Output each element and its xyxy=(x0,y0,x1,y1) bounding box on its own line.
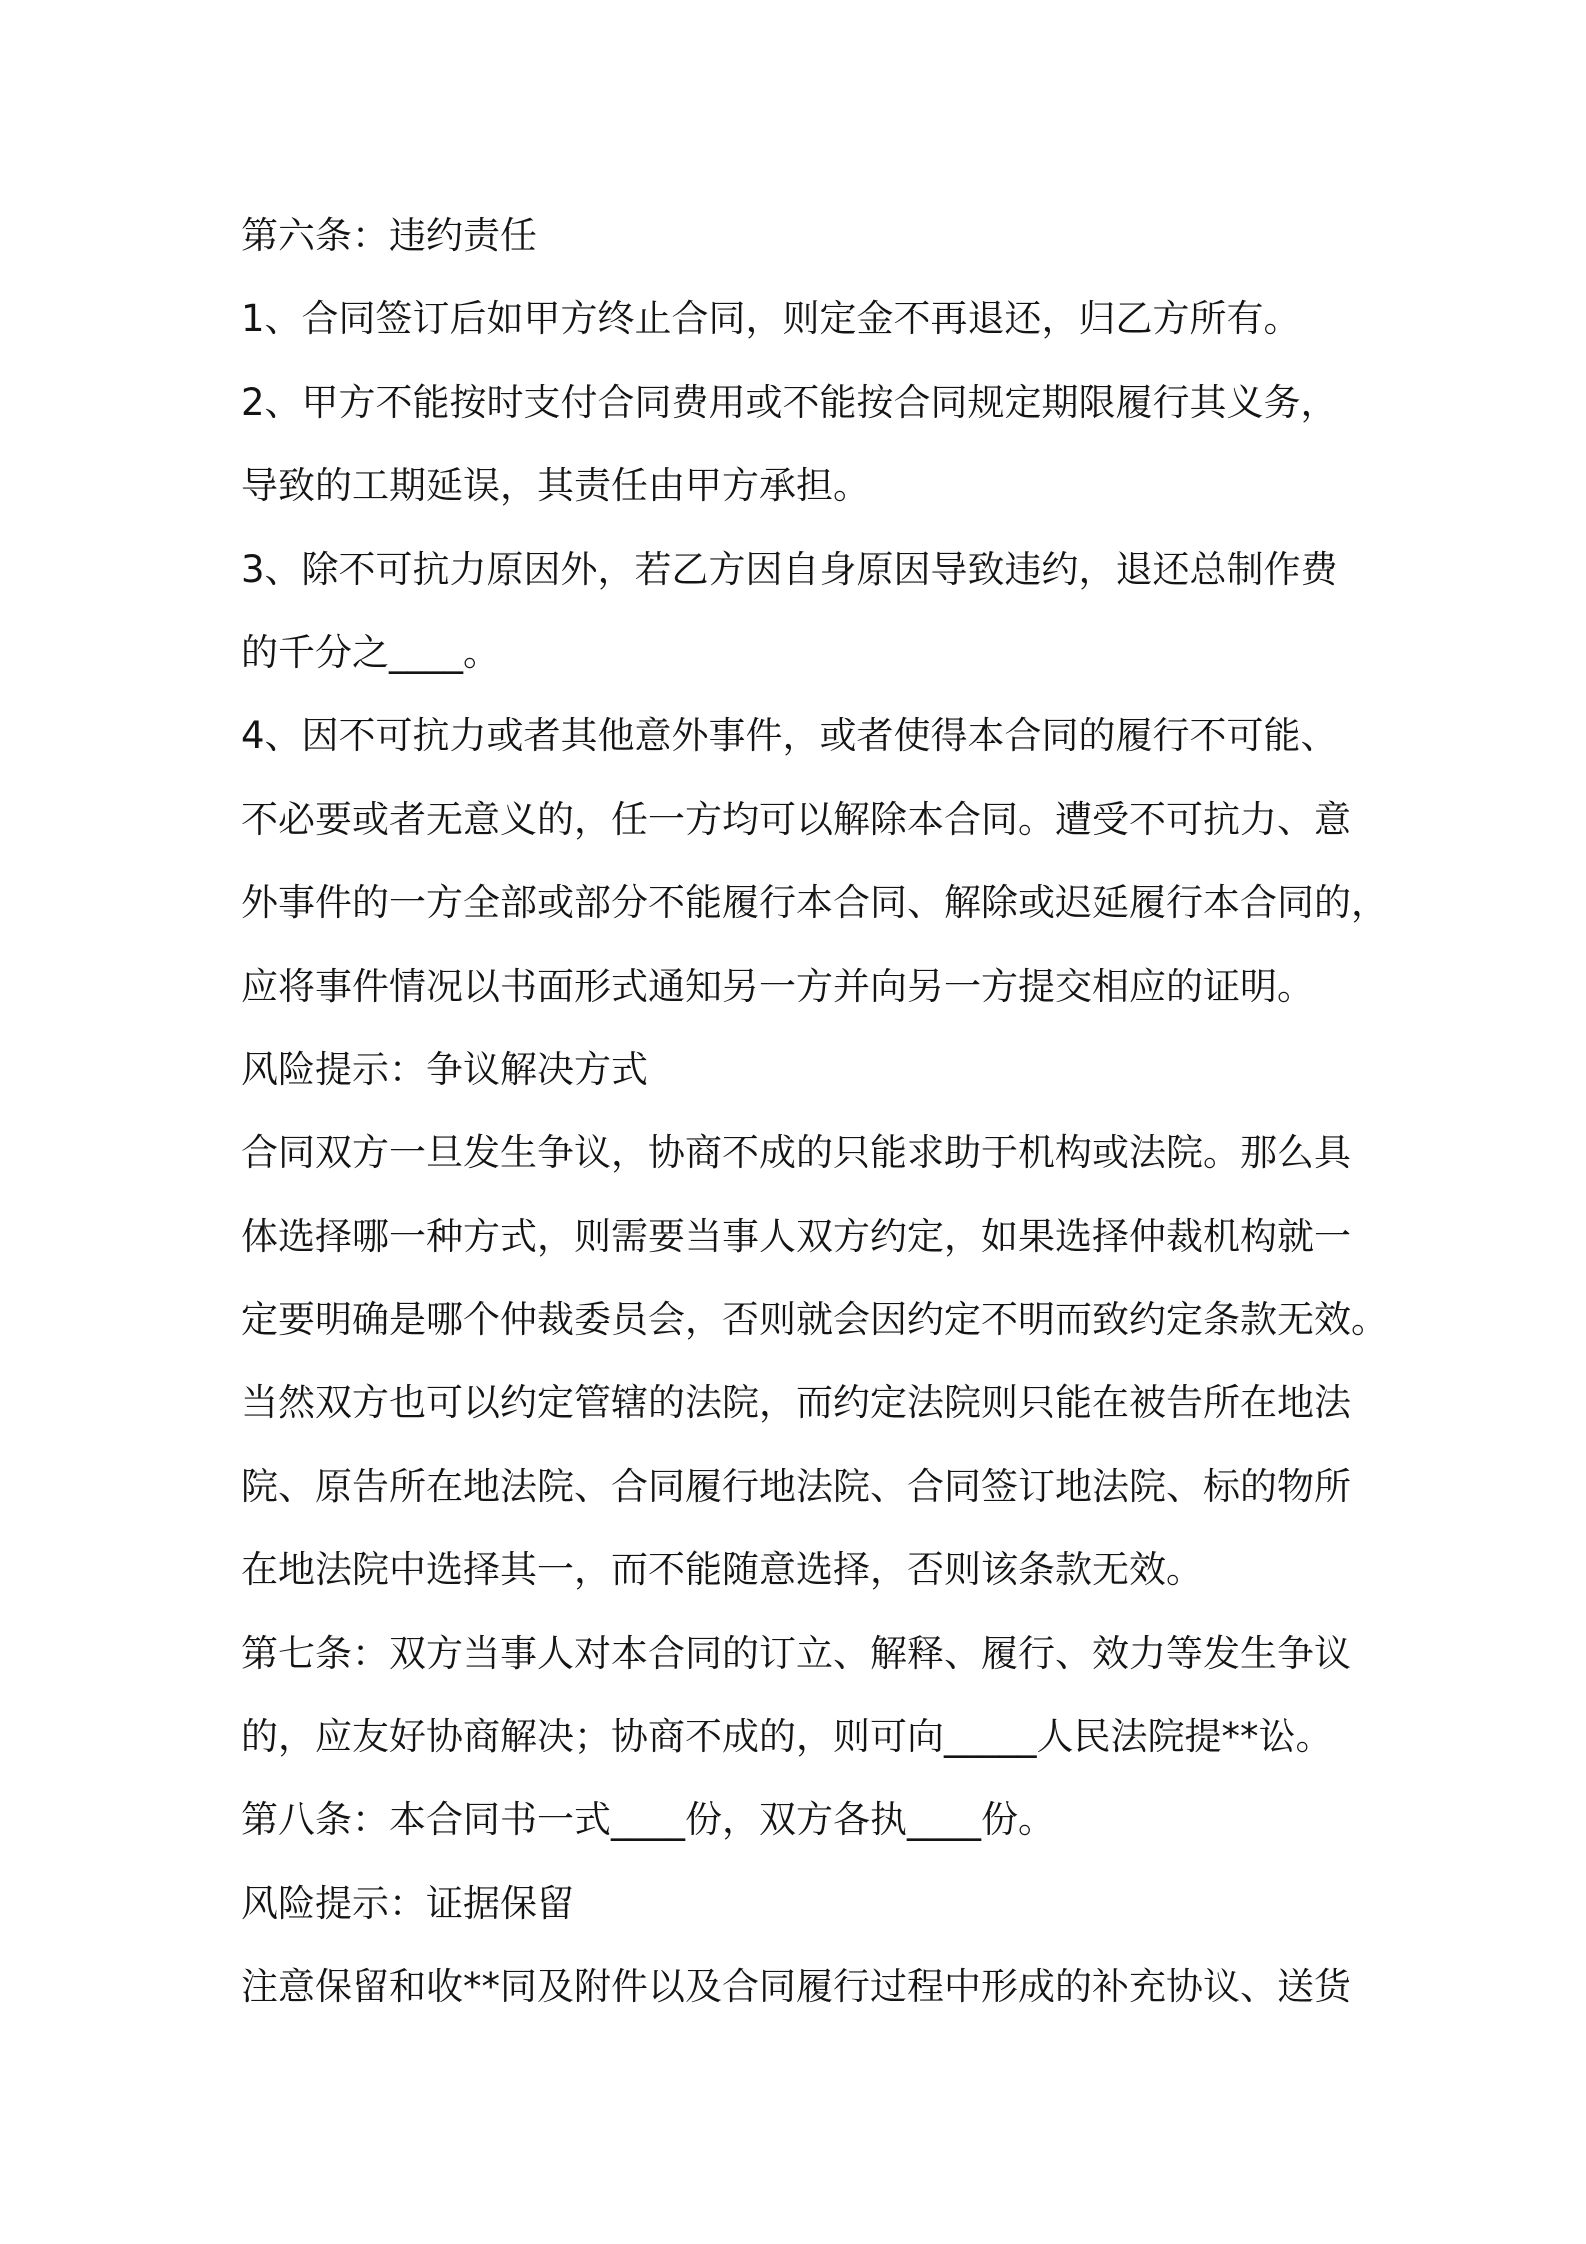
article-6-heading: 第六条：违约责任 xyxy=(241,214,537,257)
risk-tip-dispute-line-2: 体选择哪一种方式，则需要当事人双方约定，如果选择仲裁机构就一 xyxy=(241,1214,1351,1258)
article-7-line-2: 的，应友好协商解决；协商不成的，则可向_____人民法院提**讼。 xyxy=(241,1715,1333,1759)
article-8: 第八条：本合同书一式____份，双方各执____份。 xyxy=(241,1798,1055,1842)
article-6-clause-3-line-2: 的千分之____。 xyxy=(241,630,500,674)
article-6-clause-4-line-3: 外事件的一方全部或部分不能履行本合同、解除或迟延履行本合同的， xyxy=(241,881,1388,925)
article-6-clause-4-line-1: 4、因不可抗力或者其他意外事件，或者使得本合同的履行不可能、 xyxy=(241,714,1338,758)
risk-tip-dispute-line-5: 院、原告所在地法院、合同履行地法院、合同签订地法院、标的物所 xyxy=(241,1464,1351,1508)
article-6-clause-2-line-1: 2、甲方不能按时支付合同费用或不能按合同规定期限履行其义务， xyxy=(241,380,1338,424)
risk-tip-dispute-line-1: 合同双方一旦发生争议，协商不成的只能求助于机构或法院。那么具 xyxy=(241,1131,1351,1175)
risk-tip-dispute-heading: 风险提示：争议解决方式 xyxy=(241,1047,648,1091)
article-6-clause-3-line-1: 3、除不可抗力原因外，若乙方因自身原因导致违约，退还总制作费 xyxy=(241,547,1338,591)
risk-tip-dispute-line-3: 定要明确是哪个仲裁委员会，否则就会因约定不明而致约定条款无效。 xyxy=(241,1298,1388,1342)
article-7-line-1: 第七条：双方当事人对本合同的订立、解释、履行、效力等发生争议 xyxy=(241,1631,1351,1675)
document-body xyxy=(241,194,1388,2029)
article-6-clause-4-line-2: 不必要或者无意义的，任一方均可以解除本合同。遭受不可抗力、意 xyxy=(241,797,1351,841)
risk-tip-evidence-heading: 风险提示：证据保留 xyxy=(241,1881,574,1925)
article-6-clause-4-line-4: 应将事件情况以书面形式通知另一方并向另一方提交相应的证明。 xyxy=(241,964,1314,1008)
article-6-clause-1: 1、合同签订后如甲方终止合同，则定金不再退还，归乙方所有。 xyxy=(241,297,1301,341)
risk-tip-evidence-line-1: 注意保留和收**同及附件以及合同履行过程中形成的补充协议、送货 xyxy=(241,1965,1351,2009)
article-6-clause-2-line-2: 导致的工期延误，其责任由甲方承担。 xyxy=(241,464,870,508)
risk-tip-dispute-line-6: 在地法院中选择其一，而不能随意选择，否则该条款无效。 xyxy=(241,1548,1203,1592)
risk-tip-dispute-line-4: 当然双方也可以约定管辖的法院，而约定法院则只能在被告所在地法 xyxy=(241,1381,1351,1425)
